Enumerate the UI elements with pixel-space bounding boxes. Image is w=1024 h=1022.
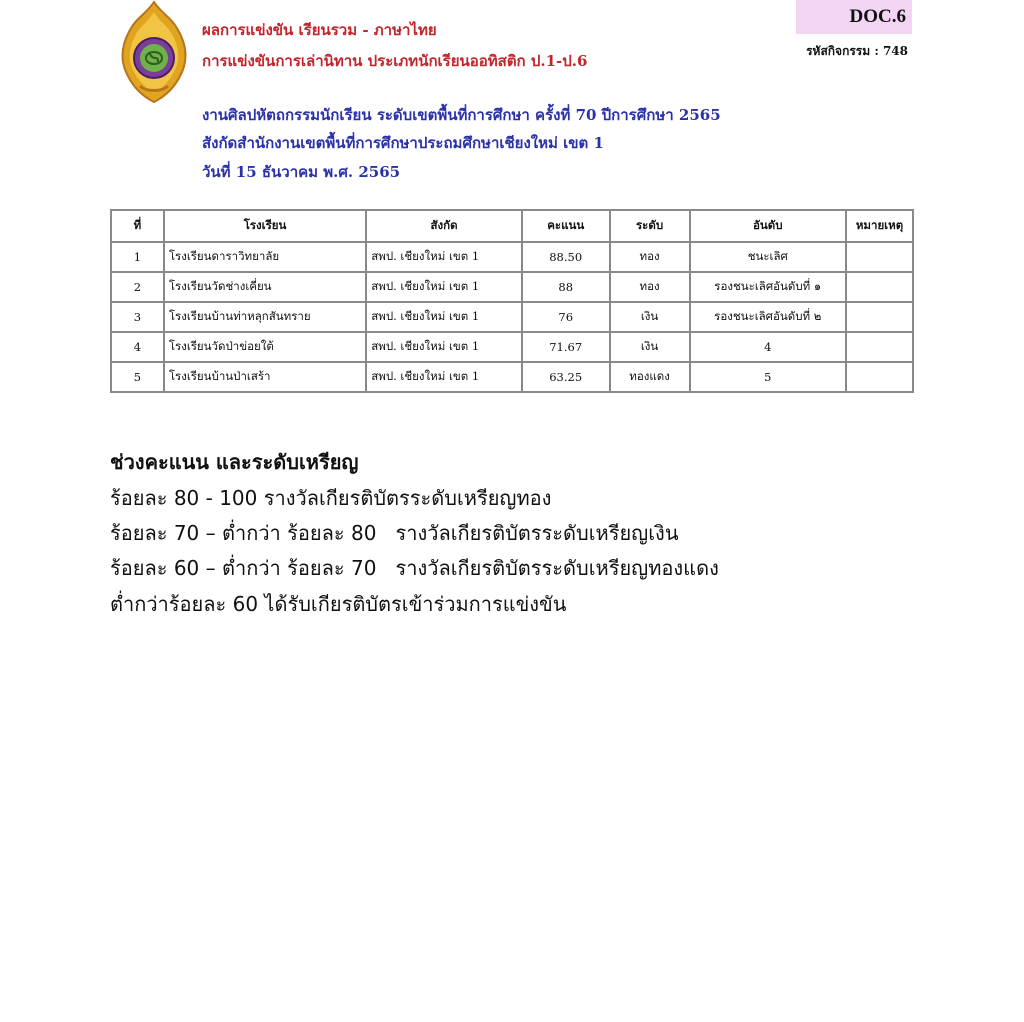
- obec-emblem-logo: [116, 0, 192, 104]
- cell-remark: [846, 242, 913, 272]
- cell-school: โรงเรียนวัดช่างเคี่ยน: [164, 272, 366, 302]
- table-row: [111, 332, 913, 362]
- table-row: [111, 242, 913, 272]
- header-remark: หมายเหตุ: [846, 210, 913, 242]
- cell-school: โรงเรียนวัดป่าข่อยใต้: [164, 332, 366, 362]
- cell-school: โรงเรียนดาราวิทยาลัย: [164, 242, 366, 272]
- cell-level: ทองแดง: [610, 362, 690, 392]
- result-title: ผลการแข่งขัน เรียนรวม - ภาษาไทย: [202, 21, 437, 39]
- cell-affiliation: สพป. เชียงใหม่ เขต 1: [366, 362, 522, 392]
- cell-affiliation: สพป. เชียงใหม่ เขต 1: [366, 332, 522, 362]
- event-name: งานศิลปหัตถกรรมนักเรียน ระดับเขตพื้นที่การศึกษา ครั้งที่ 70 ปีการศึกษา 2565: [202, 106, 721, 124]
- cell-school: โรงเรียนบ้านท่าหลุกสันทราย: [164, 302, 366, 332]
- score-range-participation: ต่ำกว่าร้อยละ 60 ได้รับเกียรติบัตรเข้าร่วมการแข่งขัน: [110, 592, 567, 616]
- cell-affiliation: สพป. เชียงใหม่ เขต 1: [366, 302, 522, 332]
- header-level: ระดับ: [610, 210, 690, 242]
- cell-number: 5: [111, 362, 164, 392]
- cell-score: 76: [522, 302, 610, 332]
- cell-level: เงิน: [610, 302, 690, 332]
- cell-level: ทอง: [610, 272, 690, 302]
- cell-rank: รองชนะเลิศอันดับที่ ๑: [690, 272, 847, 302]
- cell-remark: [846, 332, 913, 362]
- score-ranges-heading: ช่วงคะแนน และระดับเหรียญ: [110, 450, 359, 474]
- table-header-row: [111, 210, 913, 242]
- header-score: คะแนน: [522, 210, 610, 242]
- results-table: [110, 209, 914, 393]
- doc-code-badge: DOC.6: [796, 0, 912, 34]
- organization-name: สังกัดสำนักงานเขตพื้นที่การศึกษาประถมศึกษาเชียงใหม่ เขต 1: [202, 134, 604, 152]
- cell-level: ทอง: [610, 242, 690, 272]
- cell-remark: [846, 362, 913, 392]
- cell-school: โรงเรียนบ้านป่าเสร้า: [164, 362, 366, 392]
- event-date: วันที่ 15 ธันวาคม พ.ศ. 2565: [202, 163, 401, 181]
- cell-score: 71.67: [522, 332, 610, 362]
- cell-number: 4: [111, 332, 164, 362]
- header-rank: อันดับ: [690, 210, 847, 242]
- cell-number: 1: [111, 242, 164, 272]
- cell-number: 3: [111, 302, 164, 332]
- cell-score: 88: [522, 272, 610, 302]
- cell-score: 63.25: [522, 362, 610, 392]
- cell-rank: รองชนะเลิศอันดับที่ ๒: [690, 302, 847, 332]
- cell-rank: ชนะเลิศ: [690, 242, 847, 272]
- cell-level: เงิน: [610, 332, 690, 362]
- cell-number: 2: [111, 272, 164, 302]
- cell-score: 88.50: [522, 242, 610, 272]
- table-row: [111, 302, 913, 332]
- header-affiliation: สังกัด: [366, 210, 522, 242]
- score-range-silver: ร้อยละ 70 – ต่ำกว่า ร้อยละ 80 รางวัลเกียรติบัตรระดับเหรียญเงิน: [110, 521, 679, 545]
- score-range-bronze: ร้อยละ 60 – ต่ำกว่า ร้อยละ 70 รางวัลเกียรติบัตรระดับเหรียญทองแดง: [110, 556, 719, 580]
- cell-rank: 5: [690, 362, 847, 392]
- competition-name: การแข่งขันการเล่านิทาน ประเภทนักเรียนออทิสติก ป.1-ป.6: [202, 52, 588, 70]
- header-number: ที่: [111, 210, 164, 242]
- cell-remark: [846, 302, 913, 332]
- header-school: โรงเรียน: [164, 210, 366, 242]
- activity-code: รหัสกิจกรรม : 748: [806, 44, 908, 58]
- cell-affiliation: สพป. เชียงใหม่ เขต 1: [366, 272, 522, 302]
- table-row: [111, 272, 913, 302]
- cell-rank: 4: [690, 332, 847, 362]
- cell-remark: [846, 272, 913, 302]
- cell-affiliation: สพป. เชียงใหม่ เขต 1: [366, 242, 522, 272]
- score-range-gold: ร้อยละ 80 - 100 รางวัลเกียรติบัตรระดับเหรียญทอง: [110, 486, 552, 510]
- table-row: [111, 362, 913, 392]
